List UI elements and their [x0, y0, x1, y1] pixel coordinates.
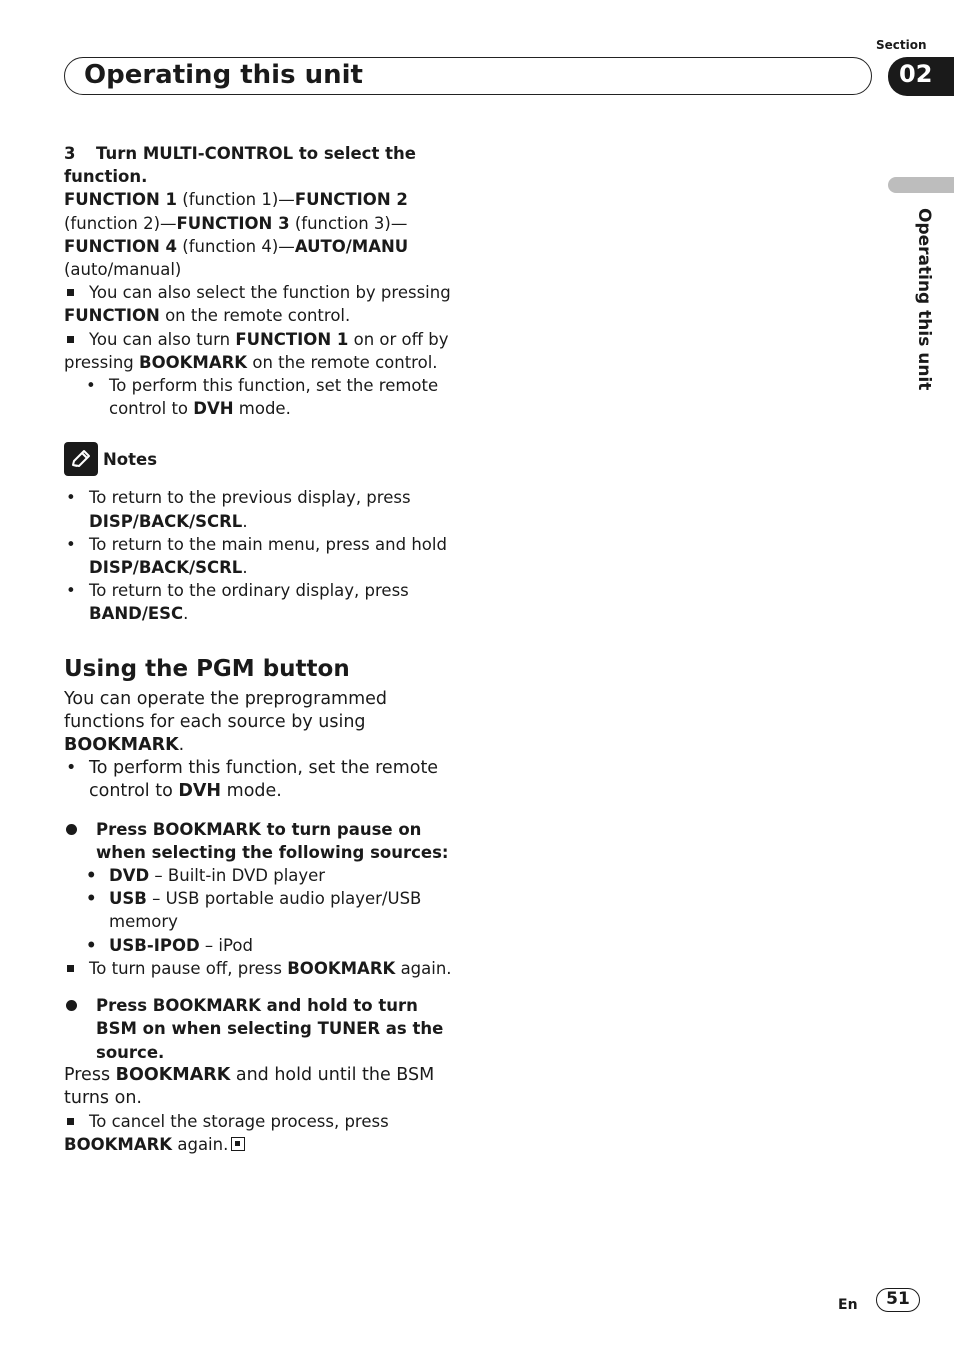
tip-function-remote: You can also select the function by pressing FUNCTION on the remote control.	[64, 281, 464, 327]
end-of-section-icon	[231, 1137, 245, 1151]
pencil-icon	[64, 442, 98, 476]
side-tab-label: Operating this unit	[914, 208, 934, 391]
step-3-title: 3 Turn MULTI-CONTROL to select the function.	[64, 144, 416, 187]
page-number: 51	[876, 1288, 920, 1312]
pgm-heading: Using the PGM button	[64, 655, 350, 682]
step-bsm-title: Press BOOKMARK and hold to turn BSM on when selecting TUNER as the source.	[64, 994, 464, 1064]
pause-off-note: To turn pause off, press BOOKMARK again.	[64, 957, 464, 980]
notes-heading: Notes	[64, 442, 464, 476]
source-item: • DVD – Built-in DVD player	[64, 864, 464, 887]
note-item: • To return to the previous display, press DISP/BACK/SCRL.	[64, 486, 464, 532]
tip-bookmark-toggle: You can also turn FUNCTION 1 on or off by pressing BOOKMARK on the remote control.	[64, 328, 464, 374]
step-pause-title: Press BOOKMARK to turn pause on when selecting the following sources:	[64, 818, 464, 864]
function-list: FUNCTION 1 (function 1)—FUNCTION 2 (function 2)—FUNCTION 3 (function 3)— FUNCTION 4 (function 4)—AUTO/MANU (auto/manual)	[64, 190, 409, 280]
note-item: • To return to the ordinary display, press BAND/ESC.	[64, 579, 464, 625]
pgm-intro-bullet: • To perform this function, set the remote control to DVH mode.	[64, 757, 464, 803]
language-label: En	[838, 1297, 858, 1313]
main-column	[64, 142, 464, 1157]
source-item: • USB – USB portable audio player/USB memory	[64, 887, 464, 933]
pgm-intro: You can operate the preprogrammed functions for each source by using BOOKMARK.	[64, 688, 388, 756]
bsm-body: Press BOOKMARK and hold until the BSM turns on.	[64, 1064, 435, 1108]
tip-dvh-mode: • To perform this function, set the remote control to DVH mode.	[64, 374, 464, 420]
bsm-cancel-note: To cancel the storage process, press BOOKMARK again.	[64, 1110, 464, 1156]
section-number: 02	[899, 60, 933, 88]
page-title: Operating this unit	[84, 60, 363, 90]
note-item: • To return to the main menu, press and hold DISP/BACK/SCRL.	[64, 533, 464, 579]
section-label: Section	[876, 38, 927, 52]
thumb-tab	[888, 177, 954, 193]
source-item: • USB-IPOD – iPod	[64, 934, 464, 957]
